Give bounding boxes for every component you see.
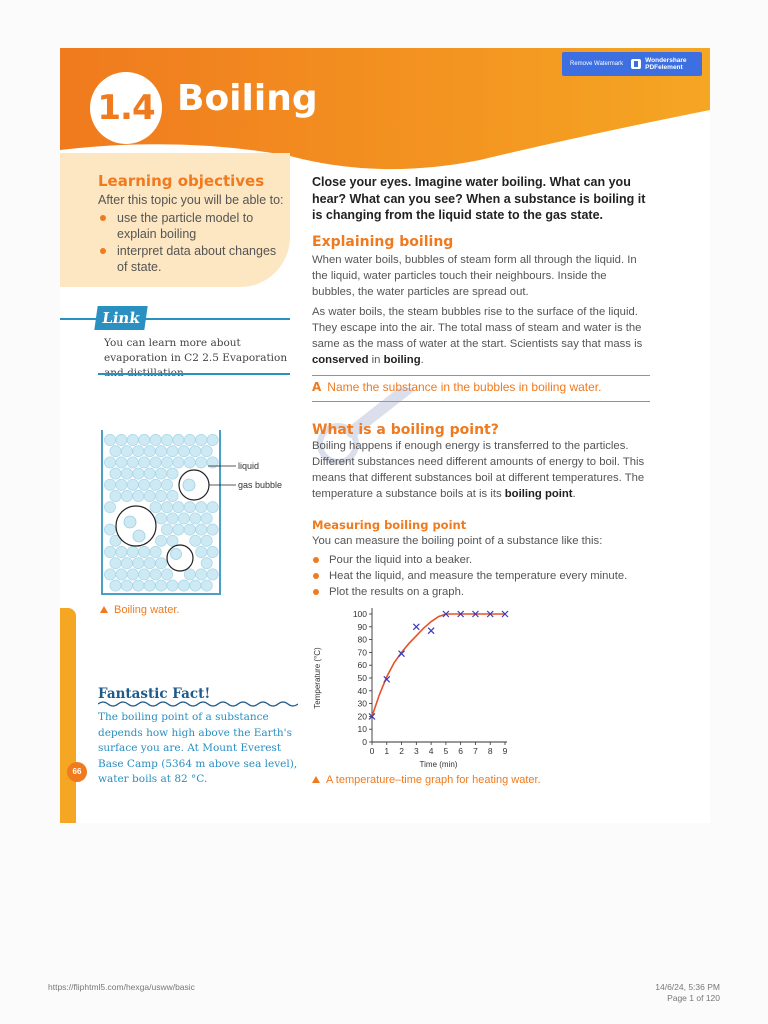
water-particle (104, 546, 115, 557)
water-particle (178, 580, 189, 591)
water-particle (139, 479, 150, 490)
water-particle (184, 569, 195, 580)
water-particle (150, 457, 161, 468)
water-particle (167, 468, 178, 479)
water-particle (207, 569, 218, 580)
water-particle (161, 502, 172, 513)
y-tick-label: 100 (352, 609, 367, 619)
footer-date: 14/6/24, 5:36 PM (655, 982, 720, 992)
boiling-water-diagram (98, 430, 318, 600)
water-particle (144, 490, 155, 501)
water-particle (201, 535, 212, 546)
water-particle (196, 434, 207, 445)
remove-watermark-label: Remove Watermark (570, 61, 624, 67)
water-particle (190, 580, 201, 591)
keyword-boiling: boiling (383, 354, 421, 366)
x-tick-label: 9 (502, 746, 508, 756)
water-particle (184, 457, 195, 468)
water-particle (127, 434, 138, 445)
water-particle (156, 446, 167, 457)
water-particle (139, 546, 150, 557)
water-particle (196, 569, 207, 580)
water-particle (190, 446, 201, 457)
water-particle (156, 513, 167, 524)
measuring-heading: Measuring boiling point (312, 518, 467, 532)
water-particle (173, 434, 184, 445)
water-particle (207, 434, 218, 445)
water-particle (116, 569, 127, 580)
objectives-list (98, 210, 278, 276)
step-item: Heat the liquid, and measure the temperature every minute. (312, 568, 627, 584)
water-particle (196, 502, 207, 513)
water-particle (196, 457, 207, 468)
water-particle (207, 546, 218, 557)
water-particle (156, 535, 167, 546)
page-title: Boiling (177, 78, 318, 119)
step-item: Plot the results on a graph. (312, 584, 627, 600)
water-particle (156, 558, 167, 569)
water-particle (161, 457, 172, 468)
boiling-point-heading: What is a boiling point? (312, 422, 499, 438)
liquid-label: liquid (238, 461, 260, 471)
x-tick-label: 6 (458, 746, 464, 756)
objective-item: use the particle model to explain boiling (98, 210, 278, 242)
water-particle (161, 569, 172, 580)
y-tick-label: 80 (357, 634, 367, 645)
water-particle (133, 490, 144, 501)
y-tick-label: 70 (357, 647, 367, 658)
water-particle (167, 513, 178, 524)
bubble-particle (183, 479, 195, 491)
intro-paragraph: Close your eyes. Imagine water boiling. What can you hear? What can you see? When a substance is boiling it is changing from the liquid state to the gas state. (312, 175, 646, 222)
water-particle (178, 513, 189, 524)
water-particle (139, 434, 150, 445)
water-particle (156, 580, 167, 591)
water-particle (207, 524, 218, 535)
water-particle (127, 569, 138, 580)
x-tick-label: 7 (473, 746, 478, 756)
water-particle (184, 502, 195, 513)
water-particle (201, 513, 212, 524)
water-particle (104, 502, 115, 513)
x-tick-label: 2 (399, 746, 404, 756)
temperature-time-chart (310, 604, 520, 774)
water-particle (161, 434, 172, 445)
water-particle (110, 558, 121, 569)
water-particle (190, 535, 201, 546)
water-particle (144, 468, 155, 479)
water-particle (161, 524, 172, 535)
bubble-particle (124, 516, 136, 528)
x-tick-label: 5 (443, 746, 449, 756)
water-particle (201, 558, 212, 569)
y-tick-label: 0 (362, 737, 367, 747)
water-particle (121, 446, 132, 457)
water-particle (127, 457, 138, 468)
water-particle (156, 468, 167, 479)
measuring-steps (312, 552, 627, 600)
measuring-intro: You can measure the boiling point of a substance like this: (312, 535, 603, 547)
water-particle (150, 434, 161, 445)
water-particle (110, 580, 121, 591)
question-letter: A (312, 380, 322, 394)
water-particle (150, 569, 161, 580)
water-particle (104, 457, 115, 468)
y-axis-label: Temperature (°C) (313, 647, 322, 709)
question-bottom-rule (312, 401, 650, 402)
water-particle (207, 502, 218, 513)
fact-text: The boiling point of a substance depends how high above the Earth's surface you are. At Mount Everest Base Camp (5364 m above sea level), water boils at 82 °C. (98, 711, 298, 785)
objectives-heading: Learning objectives (98, 172, 265, 190)
water-particle (104, 524, 115, 535)
water-particle (110, 446, 121, 457)
pdfelement-brand: Wondershare PDFelement (645, 57, 687, 71)
pdfelement-logo-icon (631, 59, 641, 69)
footer-url[interactable]: https://fliphtml5.com/hexga/usww/basic (48, 982, 195, 992)
water-particle (116, 546, 127, 557)
margin-bar (60, 608, 76, 823)
footer-meta (655, 982, 720, 1004)
graph-caption: A temperature–time graph for heating water. (312, 774, 541, 786)
water-particle (110, 468, 121, 479)
water-particle (139, 569, 150, 580)
water-particle (116, 457, 127, 468)
water-particle (178, 446, 189, 457)
boiling-point-para: Boiling happens if enough energy is transferred to the particles. Different substances need different amounts of energy to boil. This means that different substances boil at different temperatures. The temperature a substance boils at is its boiling point. (312, 440, 645, 500)
footer-page: Page 1 of 120 (667, 993, 720, 1003)
water-particle (144, 558, 155, 569)
water-particle (144, 446, 155, 457)
y-tick-label: 40 (357, 685, 367, 696)
water-particle (104, 569, 115, 580)
link-tab: Link (94, 306, 147, 330)
keyword-conserved: conserved (312, 354, 369, 366)
gas-bubble-label: gas bubble (238, 480, 283, 490)
water-particle (121, 468, 132, 479)
x-axis-label: Time (min) (419, 760, 458, 769)
keyword-boiling-point: boiling point (504, 488, 573, 500)
water-particle (167, 535, 178, 546)
water-particle (116, 479, 127, 490)
explaining-para-2: As water boils, the steam bubbles rise to the surface of the liquid. They escape into the air. The total mass of steam and water is the same as the mass of water at the start. Scientists say that mass is conserved in boiling. (312, 306, 643, 366)
water-particle (133, 446, 144, 457)
y-tick-label: 60 (357, 660, 367, 671)
link-divider (60, 318, 290, 320)
water-particle (184, 524, 195, 535)
x-tick-label: 1 (384, 746, 390, 756)
water-particle (167, 490, 178, 501)
step-item: Pour the liquid into a beaker. (312, 552, 627, 568)
x-tick-label: 4 (428, 746, 434, 756)
water-particle (201, 446, 212, 457)
water-particle (133, 558, 144, 569)
bubble-particle (133, 530, 145, 542)
water-particle (150, 479, 161, 490)
page-number: 66 (67, 762, 87, 782)
water-particle (104, 434, 115, 445)
objectives-intro: After this topic you will be able to: (98, 193, 284, 207)
water-particle (167, 580, 178, 591)
water-particle (156, 490, 167, 501)
data-point-marker (428, 628, 434, 634)
explaining-para-1: When water boils, bubbles of steam form all through the liquid. In the liquid, water particles touch their neighbours. Inside the bubbles, the water particles are spread out. (312, 254, 637, 298)
beaker-caption: Boiling water. (100, 604, 179, 616)
fit-curve (372, 614, 505, 716)
explaining-heading: Explaining boiling (312, 234, 454, 250)
water-particle (201, 580, 212, 591)
water-particle (196, 524, 207, 535)
water-particle (127, 479, 138, 490)
x-tick-label: 3 (413, 746, 419, 756)
water-particle (150, 502, 161, 513)
caption-triangle-icon (312, 776, 320, 783)
water-particle (184, 434, 195, 445)
water-particle (133, 580, 144, 591)
textbook-page (60, 48, 710, 823)
fact-wave-divider (98, 700, 298, 708)
x-tick-label: 8 (487, 746, 493, 756)
water-particle (110, 490, 121, 501)
water-particle (116, 434, 127, 445)
water-particle (127, 546, 138, 557)
water-particle (133, 468, 144, 479)
water-particle (121, 490, 132, 501)
y-tick-label: 20 (357, 711, 367, 722)
water-particle (139, 457, 150, 468)
x-tick-label: 0 (369, 746, 375, 756)
water-particle (173, 457, 184, 468)
water-particle (144, 580, 155, 591)
y-tick-label: 50 (357, 673, 367, 683)
y-tick-label: 10 (357, 724, 367, 735)
link-underline (98, 373, 290, 375)
water-particle (190, 513, 201, 524)
objective-item: interpret data about changes of state. (98, 243, 278, 275)
section-number-badge: 1.4 (90, 72, 162, 144)
water-particle (173, 502, 184, 513)
y-tick-label: 30 (357, 698, 367, 709)
water-particle (167, 446, 178, 457)
water-particle (121, 580, 132, 591)
water-particle (173, 524, 184, 535)
water-particle (104, 479, 115, 490)
link-text: You can learn more about evaporation in C2 2.5 Evaporation (104, 337, 288, 364)
question-top-rule (312, 375, 650, 376)
bubble-particle (171, 549, 182, 560)
remove-watermark-button[interactable] (562, 52, 702, 76)
data-point-marker (413, 624, 419, 630)
water-particle (196, 546, 207, 557)
question-a: A Name the substance in the bubbles in boiling water. (312, 380, 602, 394)
water-particle (121, 558, 132, 569)
water-particle (161, 479, 172, 490)
fact-title: Fantastic Fact! (98, 686, 211, 702)
water-particle (150, 546, 161, 557)
caption-triangle-icon (100, 606, 108, 613)
y-tick-label: 90 (357, 621, 367, 632)
